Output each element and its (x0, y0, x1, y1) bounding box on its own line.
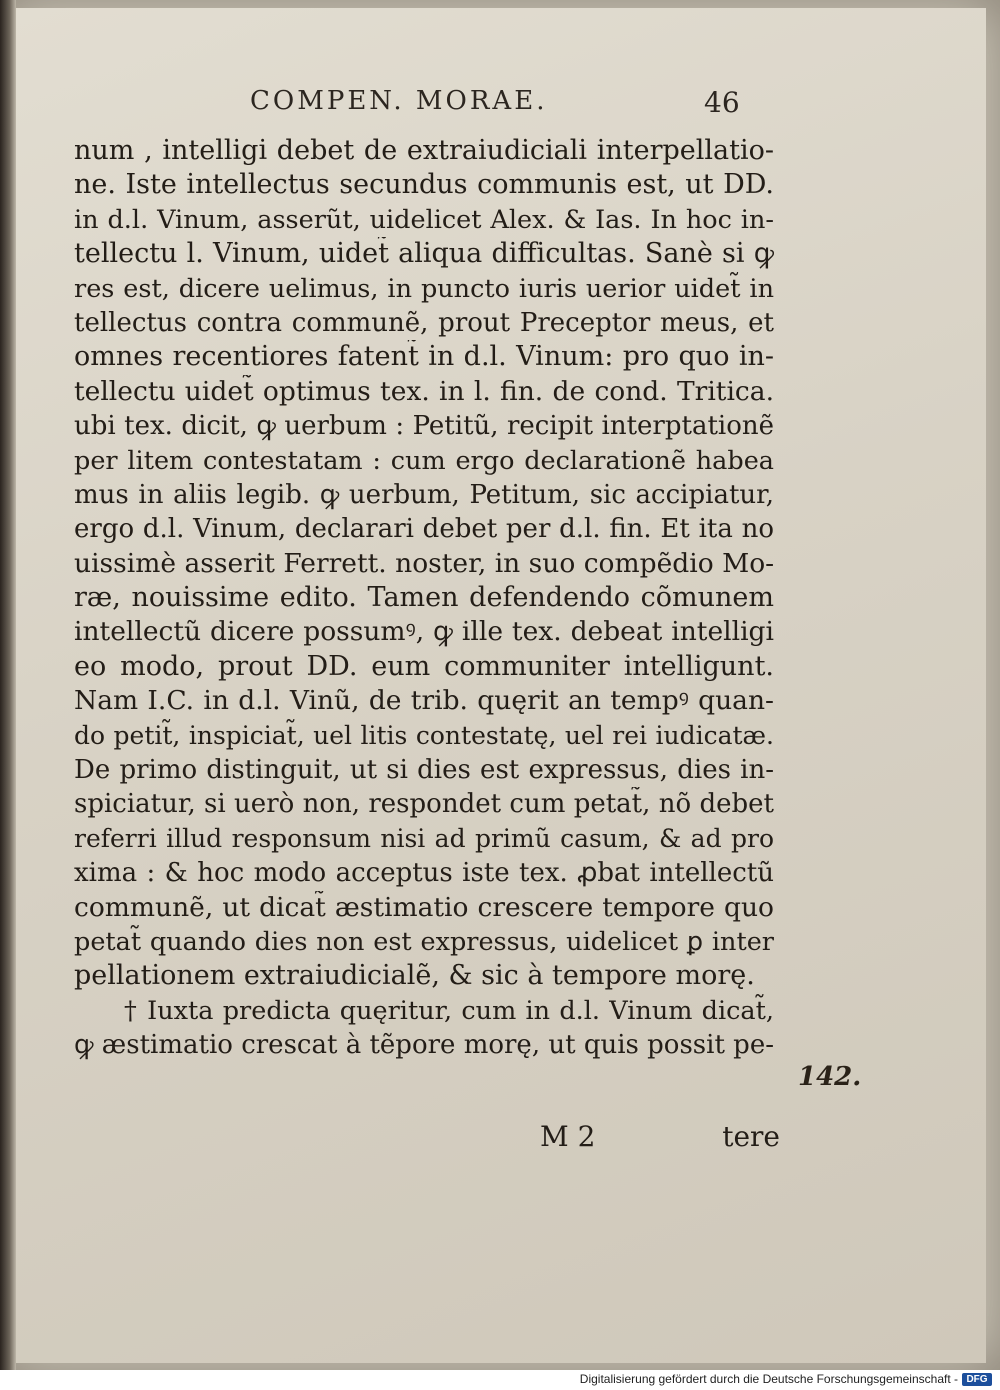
text-line: do petit̃, inspiciat̃, uel litis contestatę, uel rei iudicatæ. (74, 720, 774, 750)
signature-mark: M 2 (540, 1120, 596, 1153)
book-edge-shadow (0, 0, 16, 1370)
folio-number: 46 (704, 86, 740, 119)
text-line: tellectu uidet̃ optimus tex. in l. fin. de cond. Tritica. (74, 375, 774, 407)
text-line: omnes recentiores fatent̃ in d.l. Vinum: pro quo in- (74, 341, 774, 373)
running-head: COMPEN. MORAE. (250, 86, 548, 116)
footer-bar (0, 1370, 1000, 1390)
text-line: spiciatur, si uerò non, respondet cum petat̃, nõ debet (74, 789, 774, 820)
text-line: ræ, nouissime edito. Tamen defendendo cõmunem (74, 582, 774, 614)
text-line: eo modo, prout DD. eum communiter intelligunt. (74, 650, 774, 682)
text-line: petat̃ quando dies non est expressus, uidelicet ꝑ inter (74, 926, 774, 957)
text-line: communẽ, ut dicat̃ æstimatio crescere tempore quo (74, 891, 774, 923)
text-line: ne. Iste intellectus secundus communis est, ut DD. (74, 169, 774, 201)
dfg-logo-icon: DFG (962, 1373, 992, 1386)
catchline (540, 1120, 780, 1160)
margin-note: 142. (798, 1062, 862, 1092)
text-line: ergo d.l. Vinum, declarari debet per d.l. fin. Et ita no (74, 514, 774, 545)
footer-credit: Digitalisierung gefördert durch die Deutsche Forschungsgemeinschaft - (579, 1372, 958, 1386)
text-line: uissimè asserit Ferrett. noster, in suo compẽdio Mo- (74, 547, 774, 579)
text-line: Nam I.C. in d.l. Vinũ, de trib. quęrit an tempꝰ quan- (74, 685, 774, 717)
body-text (74, 134, 774, 1063)
catchword: tere (722, 1120, 780, 1153)
text-line: per litem contestatam : cum ergo declarationẽ habea (74, 445, 774, 476)
text-line: in d.l. Vinum, asserũt, uidelicet Alex. & Ias. In hoc in- (74, 204, 774, 235)
text-line: referri illud responsum nisi ad primũ casum, & ad pro (74, 823, 774, 853)
text-line: num , intelligi debet de extraiudiciali interpellatio- (74, 135, 774, 166)
text-line: intellectũ dicere possumꝰ, ꝙ ille tex. debeat intelligi (74, 616, 774, 648)
text-line: † Iuxta predicta quęritur, cum in d.l. Vinum dicat̃, (124, 995, 774, 1026)
text-line: pellationem extraiudicialẽ, & sic à tempore morę. (74, 960, 755, 992)
text-line: xima : & hoc modo acceptus iste tex. ꝓbat intellectũ (74, 858, 774, 889)
text-line: mus in aliis legib. ꝙ uerbum, Petitum, sic accipiatur, (74, 479, 774, 510)
text-line: ꝙ æstimatio crescat à tẽpore morę, ut quis possit pe- (74, 1030, 774, 1061)
text-line: De primo distinguit, ut si dies est expressus, dies in- (74, 755, 774, 786)
text-line: ubi tex. dicit, ꝙ uerbum : Petitũ, recipit interptationẽ (74, 411, 774, 442)
text-line: tellectu l. Vinum, uidet̃ aliqua difficultas. Sanè si ꝙ (74, 238, 774, 270)
text-line: tellectus contra communẽ, prout Preceptor meus, et (74, 307, 774, 338)
text-line: res est, dicere uelimus, in puncto iuris uerior uidet̃ in (74, 273, 774, 304)
